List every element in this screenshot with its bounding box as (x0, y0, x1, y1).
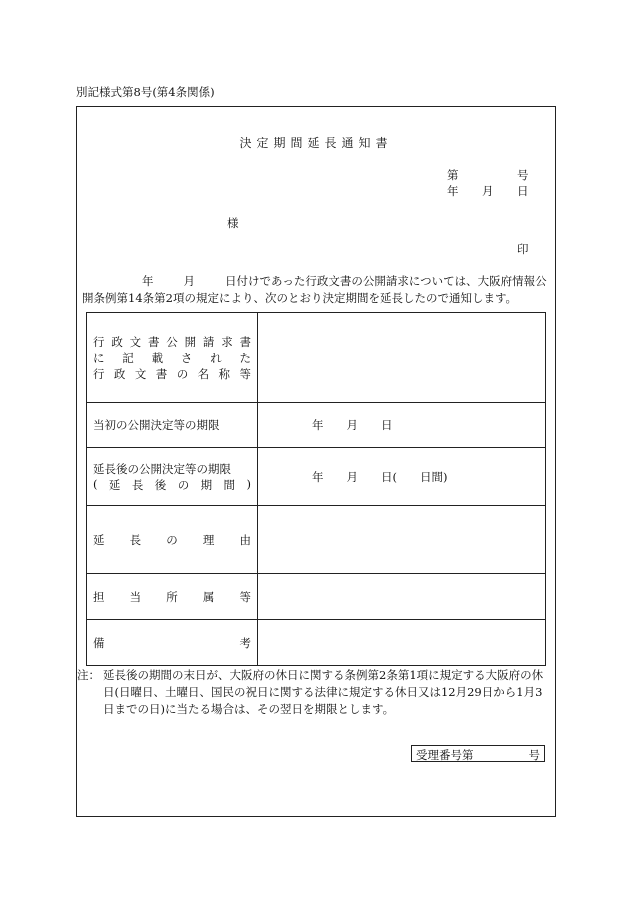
seal-mark: 印 (517, 242, 529, 256)
row1-line1: 行 政 文 書 公 開 請 求 書 (93, 334, 251, 349)
row1-line3: 行 政 文 書 の 名 称 等 (93, 366, 251, 381)
note-head: 注： (77, 668, 100, 682)
document-title: 決定期間延長通知書 (239, 136, 393, 150)
table-row (87, 448, 546, 506)
receipt-prefix: 受理番号第 (416, 748, 474, 762)
row1-line2: に 記 載 さ れ た (93, 350, 251, 365)
reason-label: 延 長 の 理 由 (93, 532, 251, 547)
notice-body (82, 273, 550, 307)
body-year: 年 (142, 274, 154, 288)
number-suffix: 号 (517, 168, 529, 182)
original-deadline-value: 年 月 日 (258, 403, 546, 448)
date-day: 日 (517, 184, 529, 198)
number-prefix: 第 (447, 168, 459, 182)
department-value (258, 574, 546, 620)
table-row (87, 620, 546, 666)
table-row (87, 403, 546, 448)
receipt-number-box (411, 745, 545, 762)
original-deadline-label: 当初の公開決定等の期限 (87, 403, 258, 448)
body-text: 日付けであった行政文書の公開請求については、大阪府情報公開条例第14条第2項の規定により、次のとおり決定期間を延長したので通知します。 (82, 274, 547, 305)
extended-deadline-value: 年 月 日( 日間) (258, 448, 546, 506)
addressee-suffix: 様 (227, 216, 239, 230)
date-month: 月 (482, 184, 494, 198)
document-name-label (87, 313, 258, 403)
department-label: 担 当 所 属 等 (93, 589, 251, 604)
form-caption: 別記様式第8号(第4条関係) (76, 85, 215, 99)
table-row (87, 506, 546, 574)
remarks-value (258, 620, 546, 666)
receipt-suffix: 号 (528, 748, 540, 762)
extension-table (86, 312, 546, 666)
date-year: 年 (447, 184, 459, 198)
note-text: 延長後の期間の末日が、大阪府の休日に関する条例第2条第1項に規定する大阪府の休日(日曜日、土曜日、国民の祝日に関する法律に規定する休日又は12月29日から1月3日までの日)に当たる場合は、その翌日を期限とします。 (103, 668, 544, 716)
row3-line2: ( 延 長 後 の 期 間 ) (93, 476, 251, 492)
document-frame (76, 106, 556, 817)
document-name-value (258, 313, 546, 403)
row3-line1: 延長後の公開決定等の期限 (93, 461, 231, 476)
remarks-label: 備 考 (93, 635, 251, 650)
table-row (87, 313, 546, 403)
reason-value (258, 506, 546, 574)
extended-deadline-label (87, 448, 258, 506)
table-row (87, 574, 546, 620)
body-month: 月 (183, 274, 195, 288)
